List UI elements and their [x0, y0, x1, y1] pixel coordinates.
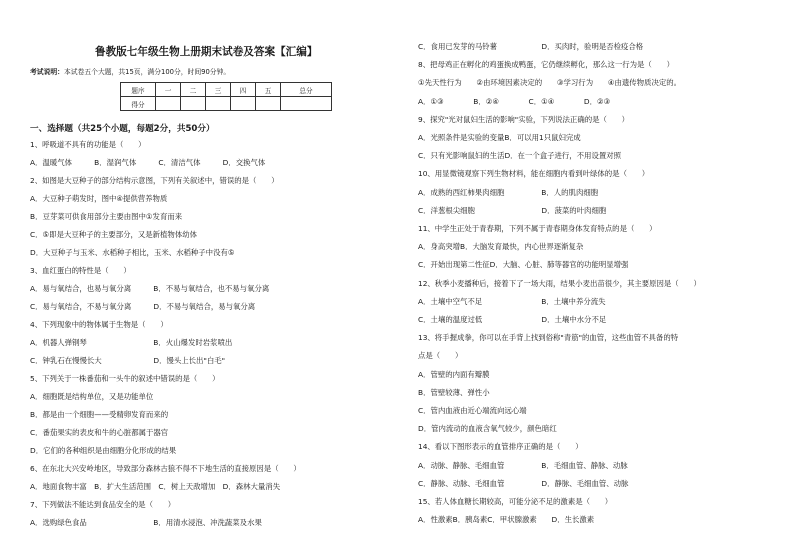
question-line: 9、探究"光对鼠妇生活的影响"实验，下列说法正确的是（ ） [418, 114, 630, 124]
score-cell[interactable] [256, 97, 281, 111]
question-line: D．它们的各种组织是由细胞分化形成的结果 [30, 446, 177, 455]
question-line: 4、下列现象中的物体属于生物是（ ） [30, 320, 168, 329]
score-cell[interactable] [281, 97, 332, 111]
section-title: 一、选择题（共25个小题，每题2分，共50分） [30, 124, 215, 134]
question-line: C．管内血液由近心端流向远心端 [418, 406, 527, 415]
question-line: 13、将手握成拳，你可以在手背上找到俗称"青筋"的血管，这些血管不具备的特 [418, 333, 679, 343]
score-row-label: 得分 [121, 97, 156, 111]
score-cell[interactable] [181, 97, 206, 111]
question-line: 8、把母鸡正在孵化的鸡蛋换成鸭蛋，它仍继续孵化，那么这一行为是（ ） [418, 60, 674, 70]
score-header-cell: 二 [181, 83, 206, 97]
question-line: D．大豆种子与玉米、水稻种子相比，玉米、水稻种子中没有⑤ [30, 248, 235, 257]
question-line: A．①③ B．②④ C．①④ D．②③ [418, 96, 611, 106]
question-line: 15、若人体血糖长期较高，可能分泌不足的激素是（ ） [418, 497, 613, 506]
question-line: C．易与氧结合，不易与氧分离 D．不易与氧结合，易与氧分离 [30, 302, 256, 311]
score-table-score-row [121, 97, 332, 111]
question-line: 6、在东北大兴安岭地区，导致部分森林古狼不得不下地生活的直接原因是（ ） [30, 464, 301, 473]
question-line: B．都是由一个细胞——受精卵发育而来的 [30, 410, 169, 419]
score-cell[interactable] [206, 97, 231, 111]
question-line: C．静脉、动脉、毛细血管 D．静脉、毛细血管、动脉 [418, 478, 629, 488]
question-line: 11、中学生正处于青春期，下列不属于青春期身体发育特点的是（ ） [418, 224, 657, 233]
question-line: ①先天性行为 ②由环境因素决定的 ③学习行为 ④由遗传物质决定的。 [418, 78, 682, 88]
question-line: C．番茄果实的表皮和牛的心脏都属于器官 [30, 428, 169, 437]
question-line: A．成熟的西红柿果肉细胞 B．人的肌肉细胞 [418, 187, 599, 197]
question-line: C．开始出现第二性征D．大脑、心脏、肺等器官的功能明显增强 [418, 260, 629, 270]
question-line: B．豆芽菜可供食用部分主要由图中①发育而来 [30, 212, 183, 221]
question-line: C．只有光影响鼠妇的生活D．在一个盒子进行，不用设置对照 [418, 151, 622, 161]
score-header-cell: 一 [156, 83, 181, 97]
question-line: A．大豆种子萌发时，图中④提供营养物质 [30, 194, 168, 203]
question-line: 12、秋季小麦播种后，接着下了一场大雨，结果小麦出苗很少，其主要原因是（ ） [418, 278, 701, 288]
exam-note-text: 本试卷五个大题，共15页，满分100分，时间90分钟。 [63, 68, 231, 76]
score-header-cell: 总分 [281, 83, 332, 97]
question-line: A．易与氧结合，也易与氧分离 B．不易与氧结合，也不易与氧分离 [30, 284, 270, 293]
question-line: 3、血红蛋白的特性是（ ） [30, 266, 131, 275]
question-line: D．管内流动的血液含氧气较少，颜色暗红 [418, 424, 557, 434]
exam-note [30, 66, 230, 76]
score-table-header-row [121, 83, 332, 97]
question-line: A．光照条件是实验的变量B．可以用1只鼠妇完成 [418, 133, 581, 142]
exam-note-label: 考试说明： [30, 68, 64, 76]
question-line: 10、用显微镜观察下列生物材料，能在细胞内看到叶绿体的是（ ） [418, 169, 650, 179]
question-line: 2、如图是大豆种子的部分结构示意图，下列有关叙述中，错误的是（ ） [30, 176, 279, 185]
question-line: C．洋葱根尖细胞 D．菠菜的叶肉细胞 [418, 205, 607, 215]
question-line: A．土壤中空气不足 B．土壤中养分流失 [418, 296, 606, 306]
question-line: A．温暖气体 B．湿润气体 C．清洁气体 D．交换气体 [30, 158, 266, 167]
question-line: C．钟乳石在慢慢长大 D．馒头上长出"白毛" [30, 356, 226, 365]
question-line: A．身高突增B．大脑发育最快，内心世界逐渐复杂 [418, 242, 584, 252]
question-line: C．食用已发芽的马铃薯 D．买肉时，验明是否检疫合格 [418, 42, 644, 51]
score-table [120, 82, 332, 111]
score-header-cell: 五 [256, 83, 281, 97]
question-line: A．地面食物丰富 B．扩大生活范围 C．树上天敌增加 D．森林大量消失 [30, 482, 281, 491]
question-line: B．管壁较薄、弹性小 [418, 387, 490, 397]
document-title: 鲁教版七年级生物上册期末试卷及答案【汇编】 [95, 46, 318, 58]
score-header-cell: 题序 [121, 83, 156, 97]
question-line: A．动脉、静脉、毛细血管 B．毛细血管、静脉、动脉 [418, 460, 628, 470]
question-line: A．性激素B．胰岛素C．甲状腺激素 D．生长激素 [418, 515, 595, 525]
score-header-cell: 三 [206, 83, 231, 97]
score-cell[interactable] [156, 97, 181, 111]
question-line: A．选购绿色食品 B．用清水浸泡、冲洗蔬菜及水果 [30, 518, 262, 527]
question-line: A．细胞既是结构单位，又是功能单位 [30, 392, 154, 401]
question-line: 点是（ ） [418, 351, 463, 361]
question-line: 5、下列关于一株番茄和一头牛的叙述中错误的是（ ） [30, 374, 220, 383]
question-line: A．机器人弹钢琴 B．火山爆发时岩浆喷出 [30, 338, 233, 347]
question-line: 1、呼吸道不具有的功能是（ ） [30, 140, 146, 149]
question-line: A．管壁的内面有瓣膜 [418, 369, 490, 379]
question-line: 7、下列做法不能达到食品安全的是（ ） [30, 500, 176, 509]
score-header-cell: 四 [231, 83, 256, 97]
question-line: 14、看以下图形表示的血管排序正确的是（ ） [418, 442, 583, 452]
question-line: C．土壤的温度过低 D．土壤中水分不足 [418, 315, 607, 324]
score-cell[interactable] [231, 97, 256, 111]
question-line: C．⑤即是大豆种子的主要部分，又是新植物体幼体 [30, 230, 197, 239]
